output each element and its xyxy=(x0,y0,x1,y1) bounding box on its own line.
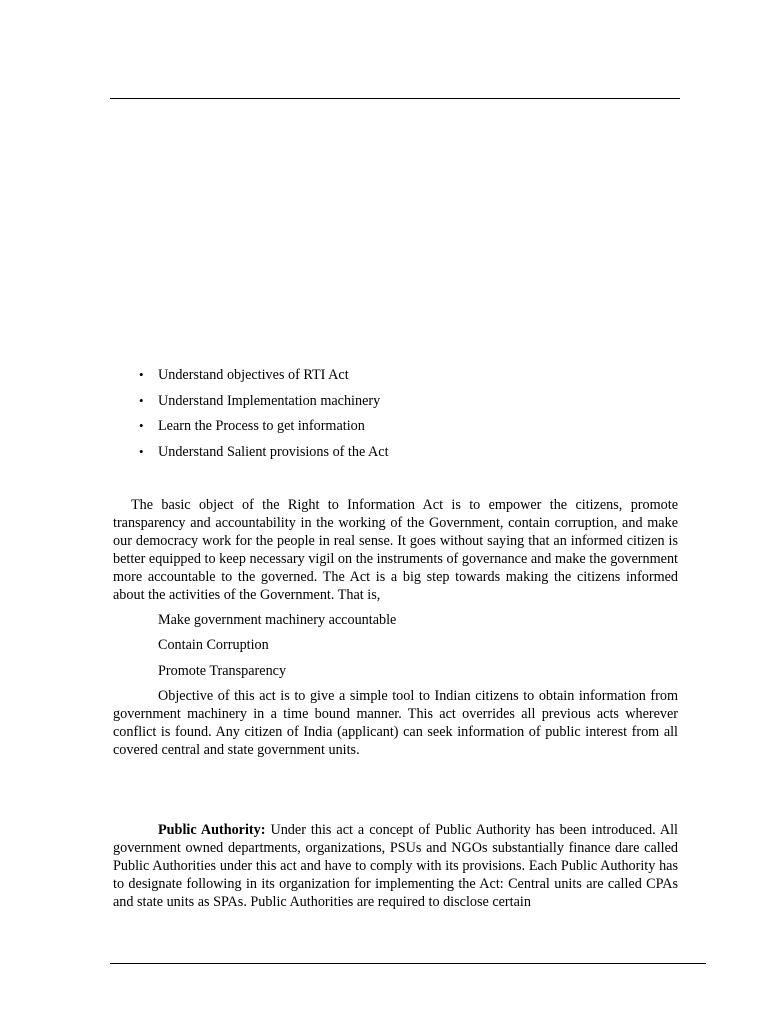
intro-paragraph: The basic object of the Right to Information Act is to empower the citizens, promote transparency and accountability in the working of the Government, contain corruption, and make our democracy work for the people in real sense. It goes without saying that an informed citizen is better equipped to keep necessary vigil on the instruments of governance and make the government more accountable to the governed. The Act is a big step towards making the citizens informed about the activities of the Government. That is, xyxy=(113,497,678,604)
bullet-icon: • xyxy=(139,418,144,434)
point-item: Promote Transparency xyxy=(158,663,287,679)
objective-text: Learn the Process to get information xyxy=(158,418,365,435)
bullet-icon: • xyxy=(139,367,144,382)
objective-item xyxy=(136,416,676,442)
objective-item xyxy=(136,442,676,468)
objective-item xyxy=(136,365,676,391)
objectives-list xyxy=(136,365,676,467)
bullet-icon: • xyxy=(139,392,144,408)
objective-text: Understand Implementation machinery xyxy=(158,392,381,409)
objective-item xyxy=(136,391,676,417)
objective-text: Understand Salient provisions of the Act xyxy=(158,443,389,460)
public-authority-paragraph xyxy=(113,821,678,911)
public-authority-heading: Public Authority: xyxy=(158,822,266,838)
objective-paragraph: Objective of this act is to give a simple tool to Indian citizens to obtain information from government machinery in a time bound manner. This act overrides all previous acts wherever conflict is found. Any citizen of India (applicant) can seek information of public interest from all covered central and state government units. xyxy=(113,688,678,759)
public-authority-text: Under this act a concept of Public Authority has been introduced. All government owned departments, organizations, PSUs and NGOs substantially finance dare called Public Authorities under this act and have to comply with its provisions. Each Public Authority has to designate following in its organization for implementing the Act: Central units are called CPAs and state units as SPAs. Public Authorities are required to disclose certain xyxy=(113,822,678,911)
bullet-icon: • xyxy=(139,443,144,459)
footer-rule xyxy=(110,963,706,964)
point-item: Make government machinery accountable xyxy=(158,612,397,628)
objective-text: Understand objectives of RTI Act xyxy=(158,367,349,383)
point-item: Contain Corruption xyxy=(158,637,269,653)
header-rule xyxy=(110,98,680,99)
